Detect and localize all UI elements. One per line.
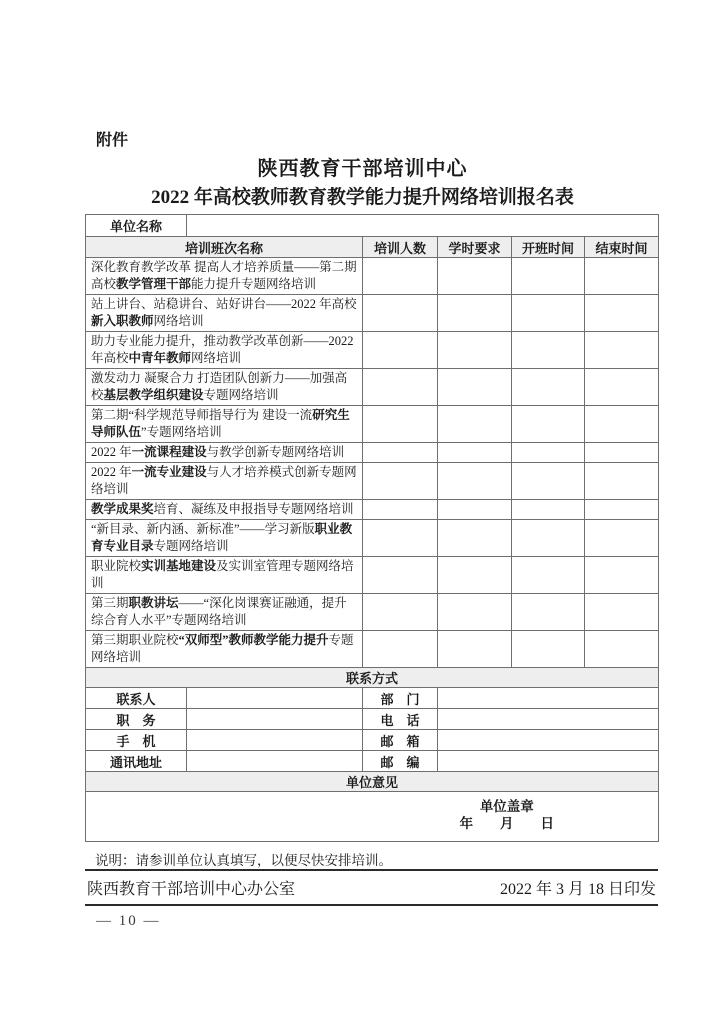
contact-value-cell[interactable] bbox=[187, 709, 363, 730]
course-name-text: 第二期“科学规范导师指导行为 建设一流 bbox=[91, 408, 313, 422]
course-name-text: 激发动力 凝聚合力 打造团队创新力——加强高校 bbox=[91, 371, 348, 402]
start-date-cell[interactable] bbox=[512, 258, 585, 295]
contact-label: 职 务 bbox=[86, 709, 187, 730]
course-name-cell bbox=[86, 631, 363, 668]
contact-label: 通讯地址 bbox=[86, 751, 187, 772]
seal-label: 单位盖章 bbox=[479, 798, 534, 814]
course-row bbox=[86, 594, 659, 631]
hours-cell[interactable] bbox=[438, 369, 512, 406]
course-name-text: 站上讲台、站稳讲台、站好讲台——2022 年高校 bbox=[91, 297, 357, 311]
document-title-form: 2022 年高校教师教育教学能力提升网络培训报名表 bbox=[151, 187, 574, 208]
issue-date: 2022 年 3 月 18 日印发 bbox=[499, 881, 656, 898]
course-name-emphasis: 研究生导师队伍 bbox=[91, 408, 350, 439]
end-date-cell[interactable] bbox=[585, 594, 659, 631]
course-name-text: 2022 年 bbox=[91, 445, 132, 459]
course-name-cell bbox=[86, 369, 363, 406]
course-name-text: ——“深化岗课赛证融通，提升综合育人水平”专题网络培训 bbox=[91, 596, 347, 627]
opinion-section-header-row bbox=[86, 772, 659, 792]
course-name-text: ”专题网络培训 bbox=[141, 425, 222, 439]
opinion-body-row bbox=[86, 792, 659, 842]
start-date-cell[interactable] bbox=[512, 369, 585, 406]
end-date-cell[interactable] bbox=[585, 500, 659, 520]
course-row bbox=[86, 332, 659, 369]
start-date-cell[interactable] bbox=[512, 295, 585, 332]
trainee-count-cell[interactable] bbox=[363, 594, 438, 631]
course-name-cell bbox=[86, 258, 363, 295]
course-name-text: 深化教育教学改革 提高人才培养质量——第二期高校 bbox=[91, 260, 357, 291]
course-name-emphasis: 教学管理干部 bbox=[116, 277, 192, 291]
course-name-text: 专题网络培训 bbox=[203, 388, 279, 402]
column-header-start-date: 开班时间 bbox=[512, 237, 585, 258]
hours-cell[interactable] bbox=[438, 631, 512, 668]
contact-value-cell[interactable] bbox=[438, 688, 659, 709]
registration-form-table bbox=[85, 214, 659, 842]
opinion-value-cell[interactable] bbox=[86, 792, 659, 842]
end-date-cell[interactable] bbox=[585, 332, 659, 369]
trainee-count-cell[interactable] bbox=[363, 500, 438, 520]
course-name-text: 第三期职业院校 bbox=[91, 633, 179, 647]
seal-date-label: 年 月 日 bbox=[459, 815, 555, 831]
trainee-count-cell[interactable] bbox=[363, 557, 438, 594]
hours-cell[interactable] bbox=[438, 463, 512, 500]
contact-row bbox=[86, 730, 659, 751]
end-date-cell[interactable] bbox=[585, 520, 659, 557]
column-header-trainee-count: 培训人数 bbox=[363, 237, 438, 258]
seal-block bbox=[460, 798, 555, 832]
trainee-count-cell[interactable] bbox=[363, 369, 438, 406]
hours-cell[interactable] bbox=[438, 332, 512, 369]
end-date-cell[interactable] bbox=[585, 258, 659, 295]
contact-label: 电 话 bbox=[363, 709, 438, 730]
unit-name-value-cell[interactable] bbox=[187, 215, 659, 237]
course-name-emphasis: 基层教学组织建设 bbox=[103, 388, 204, 402]
hours-cell[interactable] bbox=[438, 295, 512, 332]
contact-value-cell[interactable] bbox=[187, 751, 363, 772]
course-row bbox=[86, 258, 659, 295]
course-row bbox=[86, 520, 659, 557]
course-row bbox=[86, 443, 659, 463]
contact-label: 邮 编 bbox=[363, 751, 438, 772]
column-header-end-date: 结束时间 bbox=[585, 237, 659, 258]
start-date-cell[interactable] bbox=[512, 594, 585, 631]
course-name-cell bbox=[86, 295, 363, 332]
end-date-cell[interactable] bbox=[585, 631, 659, 668]
contact-row bbox=[86, 709, 659, 730]
course-name-text: 及实训室管理专题网络培训 bbox=[91, 559, 354, 590]
hours-cell[interactable] bbox=[438, 520, 512, 557]
course-name-cell bbox=[86, 406, 363, 443]
trainee-count-cell[interactable] bbox=[363, 406, 438, 443]
contact-value-cell[interactable] bbox=[187, 730, 363, 751]
trainee-count-cell[interactable] bbox=[363, 295, 438, 332]
hours-cell[interactable] bbox=[438, 258, 512, 295]
course-name-text: 与教学创新专题网络培训 bbox=[206, 445, 345, 459]
course-row bbox=[86, 500, 659, 520]
start-date-cell[interactable] bbox=[512, 406, 585, 443]
trainee-count-cell[interactable] bbox=[363, 443, 438, 463]
course-name-emphasis: 一流专业建设 bbox=[131, 465, 207, 479]
trainee-count-cell[interactable] bbox=[363, 258, 438, 295]
column-header-course-name: 培训班次名称 bbox=[86, 237, 363, 258]
trainee-count-cell[interactable] bbox=[363, 332, 438, 369]
hours-cell[interactable] bbox=[438, 406, 512, 443]
course-name-emphasis: 教学成果奖 bbox=[91, 502, 154, 516]
course-name-text: 助力专业能力提升，推动教学改革创新——2022 年高校 bbox=[91, 334, 354, 365]
course-name-emphasis: 新入职教师 bbox=[91, 314, 154, 328]
contact-value-cell[interactable] bbox=[438, 730, 659, 751]
contact-value-cell[interactable] bbox=[438, 751, 659, 772]
course-name-text: 培育、凝练及申报指导专题网络培训 bbox=[153, 502, 354, 516]
end-date-cell[interactable] bbox=[585, 557, 659, 594]
course-row bbox=[86, 369, 659, 406]
document-title-org: 陕西教育干部培训中心 bbox=[257, 158, 468, 180]
course-name-emphasis: 职业教育专业目录 bbox=[91, 522, 353, 553]
course-row bbox=[86, 463, 659, 500]
contact-value-cell[interactable] bbox=[438, 709, 659, 730]
course-name-cell bbox=[86, 500, 363, 520]
course-name-text: 网络培训 bbox=[153, 314, 204, 328]
hours-cell[interactable] bbox=[438, 500, 512, 520]
course-name-text: 网络培训 bbox=[191, 351, 242, 365]
trainee-count-cell[interactable] bbox=[363, 520, 438, 557]
course-row bbox=[86, 557, 659, 594]
page-number: — 10 — bbox=[96, 913, 161, 929]
course-name-cell bbox=[86, 520, 363, 557]
start-date-cell[interactable] bbox=[512, 520, 585, 557]
course-name-text: 职业院校 bbox=[91, 559, 142, 573]
course-name-text: 第三期 bbox=[91, 596, 129, 610]
end-date-cell[interactable] bbox=[585, 295, 659, 332]
course-name-cell bbox=[86, 443, 363, 463]
start-date-cell[interactable] bbox=[512, 443, 585, 463]
contact-section-header-row bbox=[86, 668, 659, 688]
course-name-text: “新目录、新内涵、新标准”——学习新版 bbox=[91, 522, 315, 536]
start-date-cell[interactable] bbox=[512, 631, 585, 668]
end-date-cell[interactable] bbox=[585, 369, 659, 406]
unit-name-row bbox=[86, 215, 659, 237]
contact-label: 部 门 bbox=[363, 688, 438, 709]
contact-label: 手 机 bbox=[86, 730, 187, 751]
start-date-cell[interactable] bbox=[512, 332, 585, 369]
course-name-text: 专题网络培训 bbox=[91, 633, 354, 664]
course-name-text: 能力提升专题网络培训 bbox=[191, 277, 317, 291]
course-name-emphasis: 职教讲坛 bbox=[128, 596, 179, 610]
contact-label: 联系人 bbox=[86, 688, 187, 709]
contact-row bbox=[86, 751, 659, 772]
course-name-cell bbox=[86, 463, 363, 500]
contact-value-cell[interactable] bbox=[187, 688, 363, 709]
form-note: 说明：请参训单位认真填写，以便尽快安排培训。 bbox=[95, 853, 392, 868]
course-name-cell bbox=[86, 332, 363, 369]
opinion-section-label: 单位意见 bbox=[86, 772, 659, 792]
hours-cell[interactable] bbox=[438, 594, 512, 631]
hours-cell[interactable] bbox=[438, 443, 512, 463]
hours-cell[interactable] bbox=[438, 557, 512, 594]
course-name-emphasis: “双师型”教师教学能力提升 bbox=[178, 633, 329, 647]
issuer-name: 陕西教育干部培训中心办公室 bbox=[87, 881, 296, 898]
contact-label: 邮 箱 bbox=[363, 730, 438, 751]
course-name-text: 2022 年 bbox=[91, 465, 132, 479]
end-date-cell[interactable] bbox=[585, 406, 659, 443]
course-name-emphasis: 实训基地建设 bbox=[141, 559, 217, 573]
course-name-cell bbox=[86, 557, 363, 594]
start-date-cell[interactable] bbox=[512, 463, 585, 500]
start-date-cell[interactable] bbox=[512, 500, 585, 520]
issuance-footer bbox=[85, 869, 658, 906]
contact-section-label: 联系方式 bbox=[86, 668, 659, 688]
end-date-cell[interactable] bbox=[585, 463, 659, 500]
contact-row bbox=[86, 688, 659, 709]
course-name-emphasis: 一流课程建设 bbox=[131, 445, 207, 459]
trainee-count-cell[interactable] bbox=[363, 631, 438, 668]
course-row bbox=[86, 631, 659, 668]
course-row bbox=[86, 406, 659, 443]
trainee-count-cell[interactable] bbox=[363, 463, 438, 500]
unit-name-label: 单位名称 bbox=[86, 215, 187, 237]
course-name-text: 与人才培养模式创新专题网络培训 bbox=[91, 465, 357, 496]
course-name-emphasis: 中青年教师 bbox=[128, 351, 192, 365]
attachment-label: 附件 bbox=[96, 132, 129, 149]
course-name-text: 专题网络培训 bbox=[153, 539, 229, 553]
course-name-cell bbox=[86, 594, 363, 631]
course-row bbox=[86, 295, 659, 332]
column-header-hours: 学时要求 bbox=[438, 237, 512, 258]
table-header-row bbox=[86, 237, 659, 258]
start-date-cell[interactable] bbox=[512, 557, 585, 594]
end-date-cell[interactable] bbox=[585, 443, 659, 463]
